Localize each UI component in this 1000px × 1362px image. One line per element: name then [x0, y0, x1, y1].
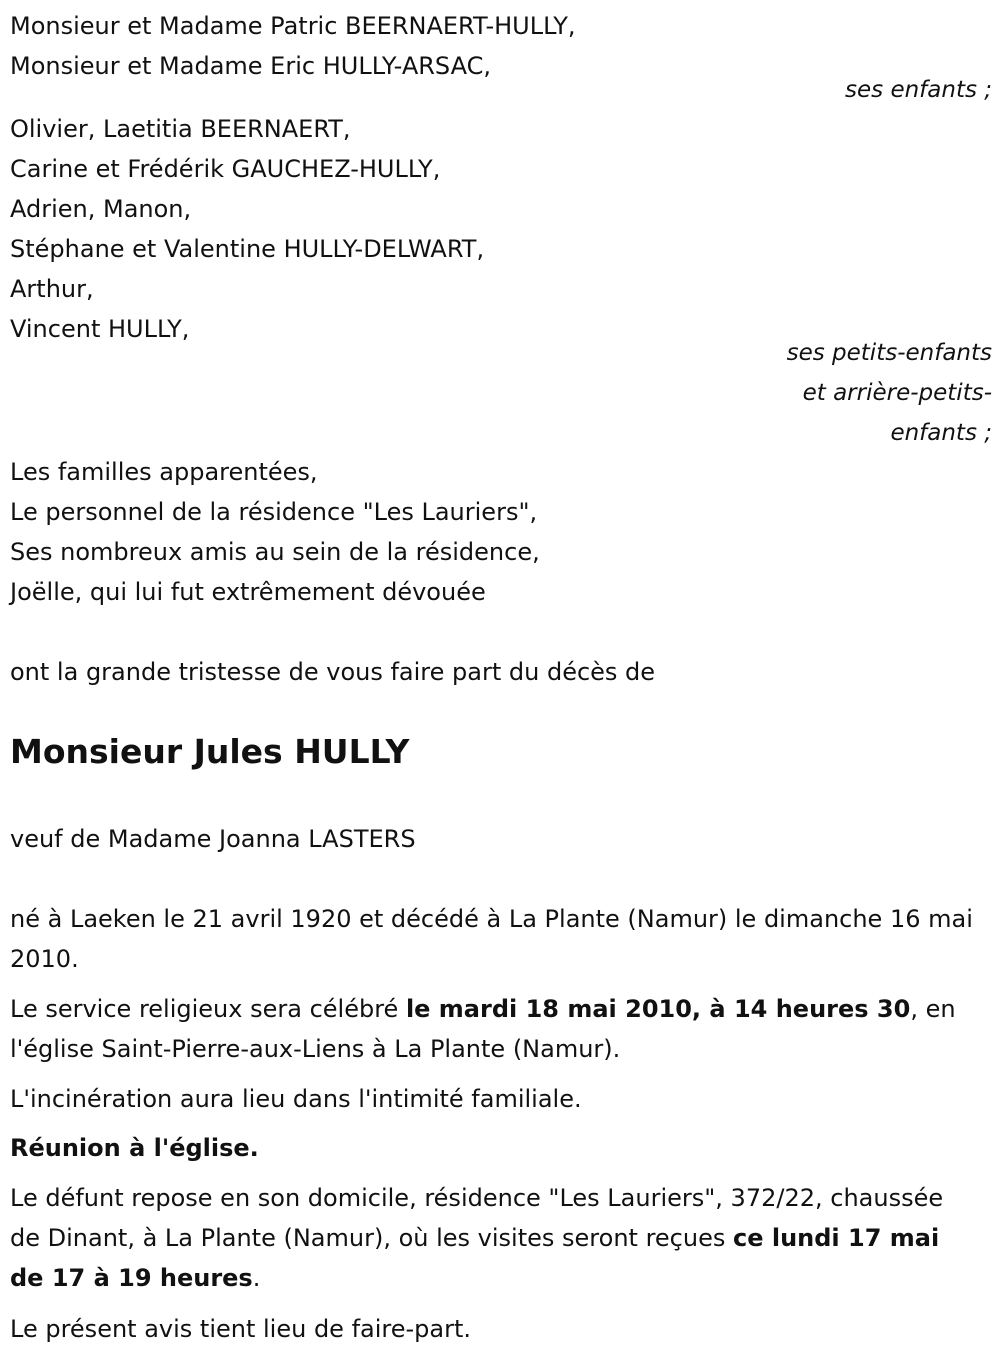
children-line-1: Monsieur et Madame Patric BEERNAERT-HULLY, [10, 12, 576, 40]
children-line-2: Monsieur et Madame Eric HULLY-ARSAC, [10, 52, 491, 80]
cremation-line: L'incinération aura lieu dans l'intimité familiale. [10, 1085, 582, 1113]
grandchildren-caption-2: et arrière-petits- [802, 380, 992, 406]
others-line-1: Les familles apparentées, [10, 458, 318, 486]
closing-line: Le présent avis tient lieu de faire-part. [10, 1315, 472, 1343]
visits-date-time: ce lundi 17 mai de 17 à 19 heures [10, 1224, 940, 1292]
service-text-before: Le service religieux sera célébré [10, 995, 406, 1023]
reunion-line: Réunion à l'église. [10, 1134, 259, 1162]
others-line-3: Ses nombreux amis au sein de la résidence, [10, 538, 540, 566]
widower-line: veuf de Madame Joanna LASTERS [10, 825, 416, 853]
others-line-2: Le personnel de la résidence "Les Lauriers", [10, 498, 538, 526]
visits-text-before: Le défunt repose en son domicile, résidence "Les Lauriers", 372/22, chaussée de Dinant, à La Plante (Namur), où les visites seront reçues [10, 1184, 944, 1252]
death-notice [10, 0, 992, 1362]
grandchildren-line-6: Vincent HULLY, [10, 315, 190, 343]
visits-paragraph [10, 1178, 975, 1298]
grandchildren-line-4: Stéphane et Valentine HULLY-DELWART, [10, 235, 485, 263]
service-date-time: le mardi 18 mai 2010, à 14 heures 30 [405, 995, 911, 1023]
grandchildren-caption-3: enfants ; [890, 420, 992, 446]
service-paragraph [10, 989, 975, 1069]
announcement: ont la grande tristesse de vous faire part du décès de [10, 658, 656, 686]
birth-death-paragraph: né à Laeken le 21 avril 1920 et décédé à La Plante (Namur) le dimanche 16 mai 2010. [10, 905, 973, 973]
service-text-after: , en l'église Saint-Pierre-aux-Liens à La Plante (Namur). [10, 995, 956, 1063]
grandchildren-line-1: Olivier, Laetitia BEERNAERT, [10, 115, 351, 143]
grandchildren-caption-1: ses petits-enfants [786, 340, 992, 366]
children-caption: ses enfants ; [845, 77, 992, 103]
others-line-4: Joëlle, qui lui fut extrêmement dévouée [10, 578, 486, 606]
visits-text-after: . [252, 1264, 261, 1292]
grandchildren-line-3: Adrien, Manon, [10, 195, 192, 223]
deceased-name: Monsieur Jules HULLY [10, 732, 410, 771]
grandchildren-line-2: Carine et Frédérik GAUCHEZ-HULLY, [10, 155, 441, 183]
grandchildren-line-5: Arthur, [10, 275, 94, 303]
